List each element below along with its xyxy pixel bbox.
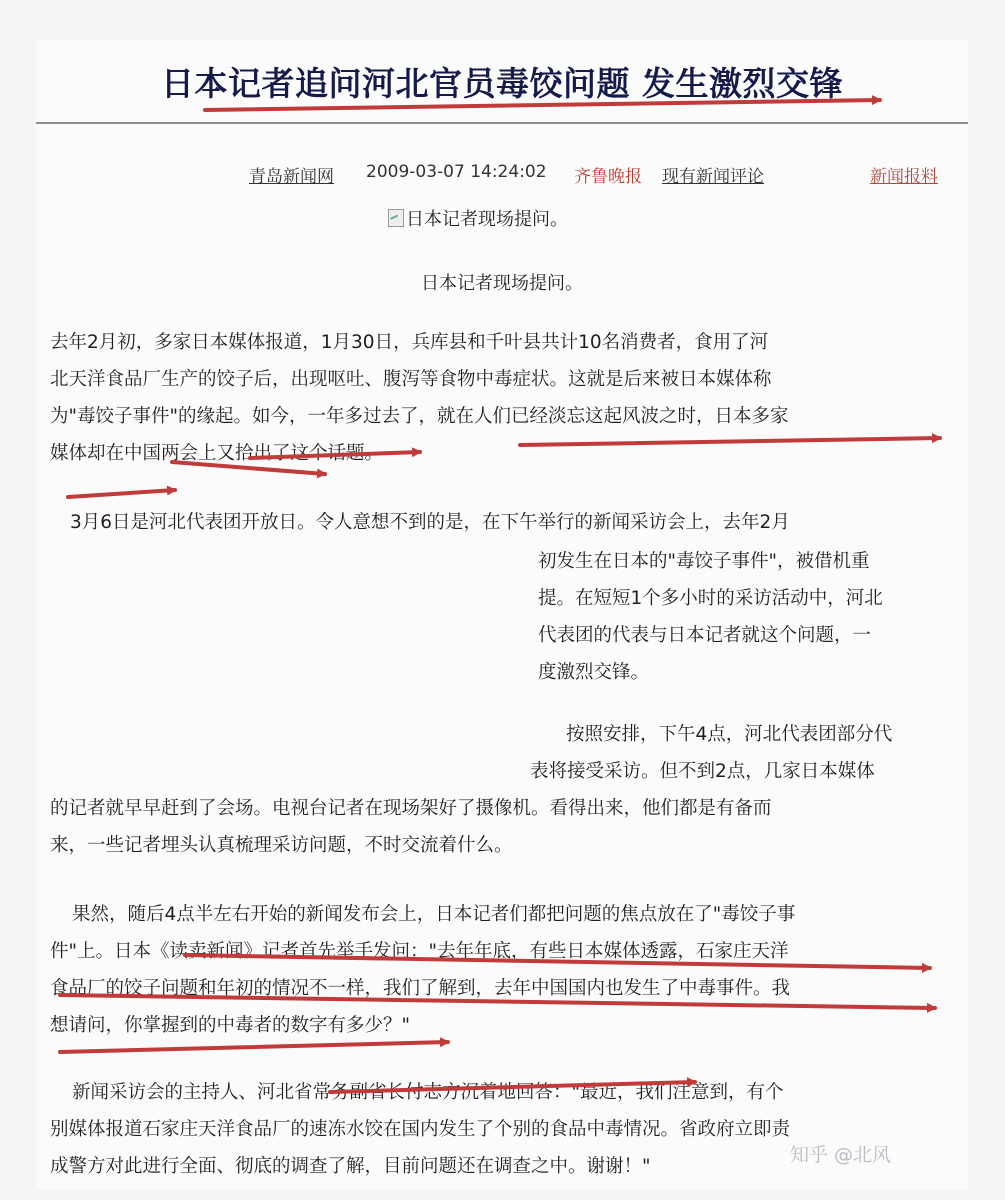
article-headline: 日本记者追问河北官员毒饺问题 发生激烈交锋	[161, 64, 843, 103]
publish-datetime: 2009-03-07 14:24:02	[366, 162, 547, 182]
text-line: 食品厂的饺子问题和年初的情况不一样，我们了解到，去年中国国内也发生了中毒事件。我	[50, 978, 791, 999]
paragraph-2-rest	[538, 543, 958, 691]
text-line: 提。在短短1个多小时的采访活动中，河北	[538, 588, 883, 609]
text-line: 按照安排，下午4点，河北代表团部分代	[566, 724, 893, 745]
text-line: 新闻采访会的主持人、河北省常务副省长付志方沉着地回答："最近，我们注意到，有个	[72, 1082, 784, 1103]
zhihu-watermark: 知乎 @北风	[790, 1144, 892, 1166]
image-caption: 日本记者现场提问。	[421, 273, 583, 294]
source-link[interactable]: 青岛新闻网	[249, 167, 334, 187]
text-line: 表将接受采访。但不到2点，几家日本媒体	[530, 761, 875, 782]
text-line: 度激烈交锋。	[538, 662, 650, 683]
broken-image-placeholder	[388, 205, 568, 231]
paper-name: 齐鲁晚报	[574, 167, 642, 187]
image-alt-text: 日本记者现场提问。	[406, 209, 568, 230]
text-line: 去年2月初，多家日本媒体报道，1月30日，兵库县和千叶县共计10名消费者，食用了河	[50, 332, 769, 353]
comments-link[interactable]: 现有新闻评论	[662, 167, 764, 187]
text-line: 件"上。日本《读卖新闻》记者首先举手发问："去年年底，有些日本媒体透露，石家庄天洋	[50, 941, 789, 962]
paragraph-3-narrow	[530, 716, 960, 790]
text-line: 北天洋食品厂生产的饺子后，出现呕吐、腹泻等食物中毒症状。这就是后来被日本媒体称	[50, 369, 772, 390]
broken-image-icon	[388, 209, 404, 227]
text-line: 初发生在日本的"毒饺子事件"，被借机重	[538, 551, 870, 572]
text-line: 想请问，你掌握到的中毒者的数字有多少？"	[50, 1015, 411, 1036]
text-line: 来，一些记者埋头认真梳理采访问题，不时交流着什么。	[50, 835, 513, 856]
text-line: 为"毒饺子事件"的缘起。如今，一年多过去了，就在人们已经淡忘这起风波之时，日本多家	[50, 406, 789, 427]
paragraph-4	[50, 896, 960, 1044]
text-line: 果然，随后4点半左右开始的新闻发布会上，日本记者们都把问题的焦点放在了"毒饺子事	[72, 904, 796, 925]
text-line: 别媒体报道石家庄天洋食品厂的速冻水饺在国内发生了个别的食品中毒情况。省政府立即责	[50, 1119, 791, 1140]
paragraph-5	[50, 1074, 960, 1185]
text-line: 的记者就早早赶到了会场。电视台记者在现场架好了摄像机。看得出来，他们都是有备而	[50, 798, 772, 819]
headline-divider	[36, 122, 968, 124]
text-line: 成警方对此进行全面、彻底的调查了解，目前问题还在调查之中。谢谢！"	[50, 1156, 651, 1177]
paragraph-3-wide	[50, 790, 960, 864]
text-line: 代表团的代表与日本记者就这个问题，一	[538, 625, 872, 646]
paragraph-1	[50, 324, 960, 472]
article-page	[36, 40, 968, 1190]
text-line: 媒体却在中国两会上又拾出了这个话题。	[50, 443, 384, 464]
news-tip-link[interactable]: 新闻报料	[870, 167, 938, 187]
paragraph-2-first-line: 3月6日是河北代表团开放日。令人意想不到的是，在下午举行的新闻采访会上，去年2月	[70, 512, 790, 533]
